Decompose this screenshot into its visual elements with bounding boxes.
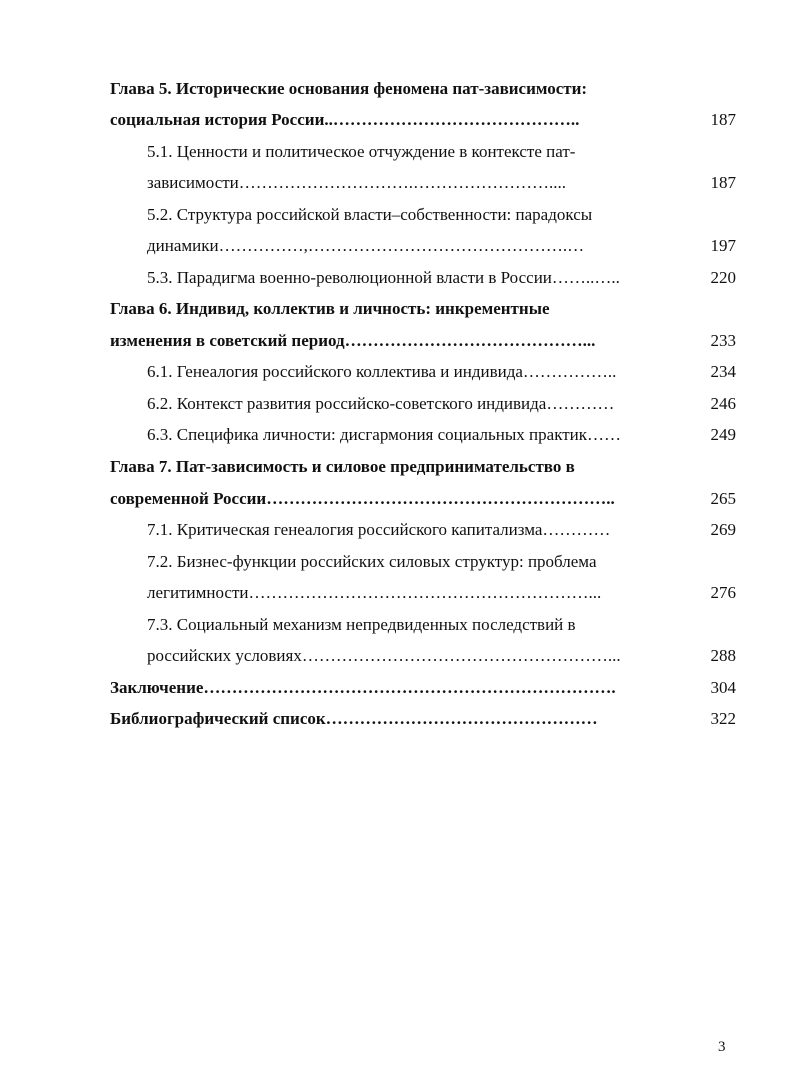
section-5-2-page: 197 <box>710 236 736 255</box>
section-7-3-line1: 7.3. Социальный механизм непредвиденных последствий в <box>147 615 576 634</box>
bibliography-page: 322 <box>710 709 736 728</box>
section-5-1-line1: 5.1. Ценности и политическое отчуждение в контексте пат- <box>147 142 576 161</box>
conclusion-page: 304 <box>710 678 736 697</box>
section-6-3-page: 249 <box>710 425 736 444</box>
section-5-2-line2: динамики……………,……………………………………….… <box>147 236 585 255</box>
section-7-1-page: 269 <box>710 520 736 539</box>
chapter-6-title-line2: изменения в советский период……………………………………... <box>110 331 596 350</box>
chapter-6-page: 233 <box>710 331 736 350</box>
chapter-5-title-line2: социальная история России..…………………………………….. <box>110 110 580 129</box>
section-7-3-line2: российских условиях………………………………………………... <box>147 646 621 665</box>
chapter-7-page: 265 <box>710 489 736 508</box>
section-7-2-line1: 7.2. Бизнес-функции российских силовых структур: проблема <box>147 552 597 571</box>
chapter-7-title-line1: Глава 7. Пат-зависимость и силовое предпринимательство в <box>110 457 575 476</box>
section-5-1-line2: зависимости………………………….…………………….... <box>147 173 567 192</box>
section-6-1-line1: 6.1. Генеалогия российского коллектива и индивида…………….. <box>147 362 617 381</box>
section-7-1-line1: 7.1. Критическая генеалогия российского капитализма………… <box>147 520 611 539</box>
section-5-1-page: 187 <box>710 173 736 192</box>
conclusion-title: Заключение………………………………………………………………. <box>110 678 616 697</box>
section-7-3-page: 288 <box>710 646 736 665</box>
section-6-3-line1: 6.3. Специфика личности: дисгармония социальных практик…… <box>147 425 622 444</box>
chapter-5-page: 187 <box>710 110 736 129</box>
page-number: 3 <box>718 1039 726 1055</box>
section-6-2-page: 246 <box>710 394 736 413</box>
chapter-5-title-line1: Глава 5. Исторические основания феномена пат-зависимости: <box>110 79 588 98</box>
section-6-2-line1: 6.2. Контекст развития российско-советского индивида………… <box>147 394 615 413</box>
section-5-2-line1: 5.2. Структура российской власти–собственности: парадоксы <box>147 205 593 224</box>
section-5-3-page: 220 <box>710 268 736 287</box>
section-7-2-page: 276 <box>710 583 736 602</box>
bibliography-title: Библиографический список………………………………………… <box>110 709 598 728</box>
section-6-1-page: 234 <box>710 362 736 381</box>
chapter-7-title-line2: современной России…………………………………………………….. <box>110 489 615 508</box>
chapter-6-title-line1: Глава 6. Индивид, коллектив и личность: инкрементные <box>110 299 550 318</box>
section-5-3-line1: 5.3. Парадигма военно-революционной власти в России……..….. <box>147 268 620 287</box>
section-7-2-line2: легитимности……………………………………………………... <box>147 583 602 602</box>
